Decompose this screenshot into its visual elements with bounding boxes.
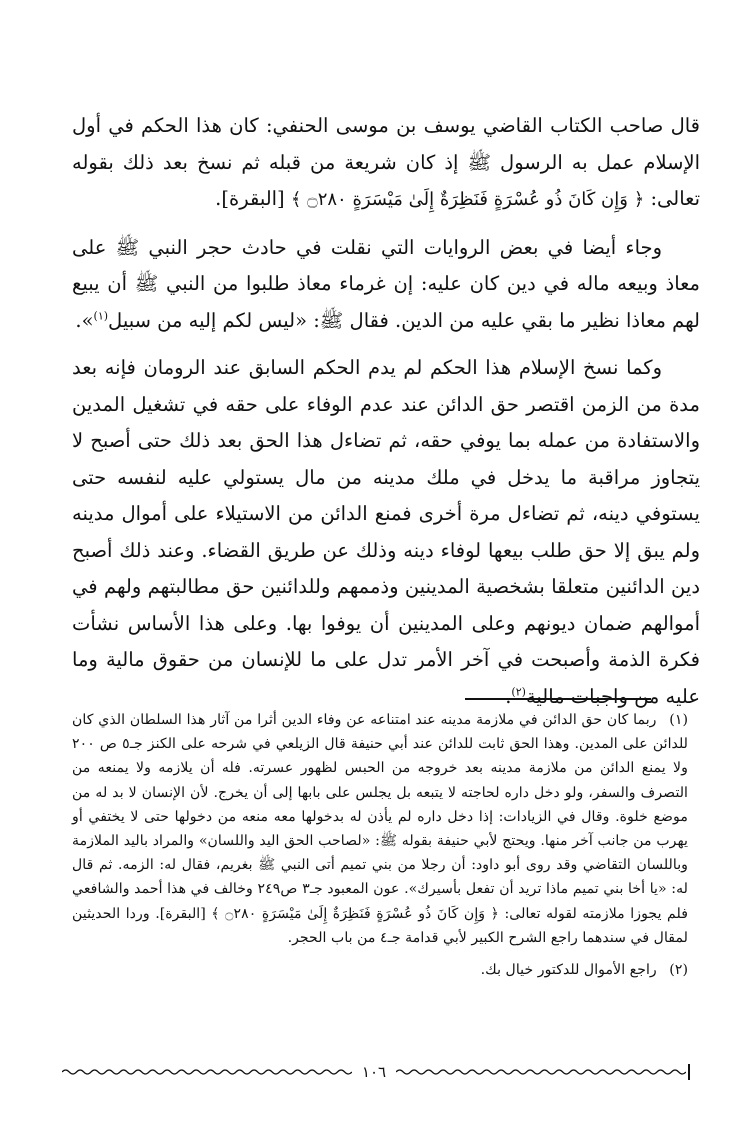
page-number: ١٠٦ [361,1063,387,1081]
wavy-line-right-icon [396,1067,686,1077]
footnote-2-text: راجع الأموال للدكتور خيال بك. [480,962,657,979]
footnote-1-verse: ﴿ وَإِن كَانَ ذُو عُسْرَةٍ فَنَظِرَةٌ إِلَىٰ مَيْسَرَةٍ ۝٢٨٠ ﴾ [211,905,499,922]
page-footer [62,1060,690,1084]
footnotes-section [72,708,688,990]
paragraph-3 [72,350,700,715]
wavy-line-left-icon [62,1067,352,1077]
paragraph-2 [72,230,700,340]
paragraph-2-end: ». [75,308,94,332]
paragraph-3-text: وكما نسخ الإسلام هذا الحكم لم يدم الحكم السابق عند الرومان فإنه بعد مدة من الزمن اقتصر حق الدائن عند عدم الوفاء على حقه في تشغيل المدين والاستفادة من عمله بما يوفي حقه، ثم تضاءل هذا الحق بعد ذلك حتى أصبح لا يتجاوز مراقبة ما يدخل في ملك مدينه من مال يستولي عليه لنفسه حتى يستوفي دينه، ثم تضاءل مرة أخرى فمنع الدائن من الاستيلاء على أموال مدينه ولم يبق إلا حق طلب بيعها لوفاء دينه وذلك عن طريق القضاء. وعند ذلك أصبح دين الدائنين متعلقا بشخصية المدينين وذممهم وللدائنين حق مطالبتهم ولهم في أموالهم ضمان ديونهم وعلى المدينين أن يوفوا بها. وعلى هذا الأساس نشأت فكرة الذمة وأصبحت في آخر الأمر تدل على ما للإنسان من حقوق مالية وما عليه من واجبات مالية [72,356,700,708]
footnote-1-text: ربما كان حق الدائن في ملازمة مدينه عند امتناعه عن وفاء الدين أثرا من آثار هذا السلطان الذي كان للدائن على المدين. وهذا الحق ثابت للدائن عند أبي حنيفة قال الزيلعي في شرحه على الكنز جـ٥ ص ٢٠٠ ولا يمنع الدائن من ملازمة مدينه بعد خروجه من الحبس لظهور عسرته. فله أن يلازمه ولا يمنعه من التصرف والسفر، ولو دخل داره لحاجته لا يتبعه بل يجلس على بابها إلى أن يخرج. لأن الإنسان لا بد له من موضع خلوة. وقال في الزيادات: إذا دخل داره لم يأذن له بدخولها معه منعه من دخولها حتى لا يختفي أو يهرب من جانب آخر منها. ويحتج لأبي حنيفة بقوله ﷺ: «لصاحب الحق اليد واللسان» والمراد باليد الملازمة وباللسان التقاضي وقد روى أبو داود: أن رجلا من بني تميم أتى النبي ﷺ بغريم، فقال له: الزمه. ثم قال له: «يا أخا بني تميم ماذا تريد أن تفعل بأسيرك». عون المعبود جـ٣ ص٢٤٩ وخالف في هذا أحمد والشافعي فلم يجوزا ملازمته لقوله تعالى: [72,712,689,922]
footnote-1-number: (١) [669,712,688,728]
paragraph-1 [72,108,700,219]
footnote-1 [72,708,688,950]
footnote-ref-1[interactable]: (١) [93,309,109,322]
footnote-ref-2[interactable]: (٢) [511,685,526,698]
footer-end-mark [688,1064,690,1080]
quran-verse: ﴿ وَإِن كَانَ ذُو عُسْرَةٍ فَنَظِرَةٌ إِلَىٰ مَيْسَرَةٍ ۝٢٨٠ ﴾ [290,189,645,210]
main-text-body [72,108,700,726]
paragraph-3-end: . [505,684,512,708]
footnote-separator [465,698,651,700]
footnote-1-text-after: [البقرة]. وردا الحديثين لمقال في سندهما راجع الشرح الكبير لأبي قدامة جـ٤ من باب الحجر. [72,905,688,946]
footnote-2-number: (٢) [669,962,688,979]
paragraph-2-text: وجاء أيضا في بعض الروايات التي نقلت في حادث حجر النبي ﷺ على معاذ وبيعه ماله في دين كان عليه: إن غرماء معاذ طلبوا من النبي ﷺ أن يبيع لهم معاذا نظير ما بقي عليه من الدين. فقال ﷺ: «ليس لكم إليه من سبيل [72,235,700,332]
paragraph-1-text: قال صاحب الكتاب القاضي يوسف بن موسى الحنفي: كان هذا الحكم في أول الإسلام عمل به الرسول ﷺ إذ كان شريعة من قبله ثم نسخ بعد ذلك بقوله تعالى: [72,114,700,210]
verse-source: [البقرة]. [215,187,285,210]
footnote-2 [72,958,688,982]
